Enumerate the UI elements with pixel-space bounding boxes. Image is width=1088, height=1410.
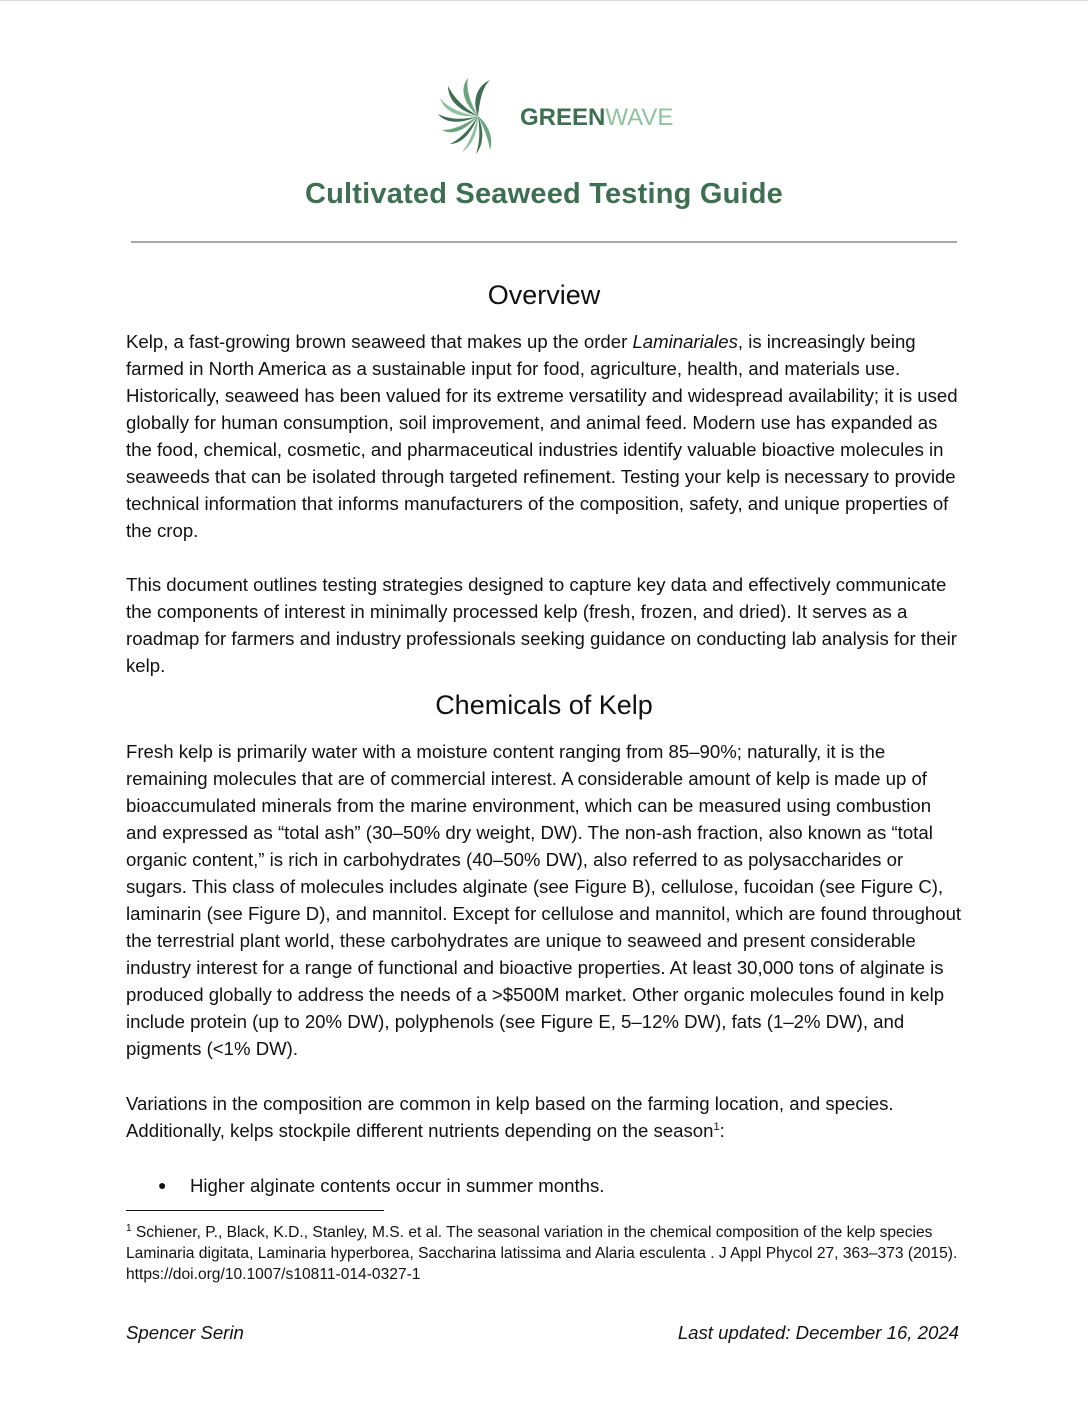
overview-paragraph-1 [126,328,966,544]
overview-p1-text-b: , is increasingly being farmed in North America as a sustainable input for food, agriculture, health, and materials use. Historically, seaweed has been valued for its extreme versatility and widespread availability; it is used globally for human consumption, soil improvement, and animal feed. Modern use has expanded as the food, chemical, cosmetic, and pharmaceutical industries identify valuable bioactive molecules in seaweeds that can be isolated through targeted refinement. Testing your kelp is necessary to provide technical information that informs manufacturers of the composition, safety, and unique properties of the crop. [126,331,958,541]
footnote-divider [126,1210,384,1211]
footnote-marker: 1 [126,1222,132,1234]
footer-last-updated: Last updated: December 16, 2024 [677,1322,959,1343]
footnote-text: Schiener, P., Black, K.D., Stanley, M.S. et al. The seasonal variation in the chemical composition of the kelp species Laminaria digitata, Laminaria hyperborea, Saccharina latissima and Alaria esculenta . J Appl Phycol 27, 363–373 (2015). https://doi.org/10.1007/s10811-014-0327-1 [126,1224,958,1283]
chemicals-p2-text: Variations in the composition are common in kelp based on the farming location, and species. Additionally, kelps stockpile different nutrients depending on the season [126,1093,894,1141]
footnote-reference[interactable]: 1 [713,1120,720,1133]
footnote [126,1222,966,1285]
title-divider [131,241,957,243]
chemicals-p2-end: : [719,1120,725,1141]
overview-p1-italic: Laminariales [632,331,738,352]
swirl-kelp-icon [438,78,491,154]
overview-p1-text-a: Kelp, a fast-growing brown seaweed that makes up the order [126,331,633,352]
logo-word-green: GREEN [520,104,606,131]
chemicals-paragraph-1: Fresh kelp is primarily water with a moisture content ranging from 85–90%; naturally, it is the remaining molecules that are of commercial interest. A considerable amount of kelp is made up of bioaccumulated minerals from the marine environment, which can be measured using combustion and expressed as “total ash” (30–50% dry weight, DW). The non-ash fraction, also known as “total organic content,” is rich in carbohydrates (40–50% DW), also referred to as polysaccharides or sugars. This class of molecules includes alginate (see Figure B), cellulose, fucoidan (see Figure C), laminarin (see Figure D), and mannitol. Except for cellulose and mannitol, which are found throughout the terrestrial plant world, these carbohydrates are unique to seaweed and present considerable industry interest for a range of functional and bioactive properties. At least 30,000 tons of alginate is produced globally to address the needs of a >$500M market. Other organic molecules found in kelp include protein (up to 20% DW), polyphenols (see Figure E, 5–12% DW), fats (1–2% DW), and pigments (<1% DW). [126,741,962,1059]
chemicals-paragraph-2 [126,1090,966,1144]
greenwave-logo [438,78,674,154]
chemicals-heading: Chemicals of Kelp [435,690,653,720]
seasonal-bullet-list [158,1172,604,1199]
list-item: ● Higher alginate contents occur in summer months. [158,1172,604,1199]
document-title: Cultivated Seaweed Testing Guide [304,178,784,210]
logo-word-wave: WAVE [605,104,674,131]
overview-heading: Overview [487,280,601,310]
overview-paragraph-2: This document outlines testing strategies designed to capture key data and effectively communicate the components of interest in minimally processed kelp (fresh, frozen, and dried). It serves as a roadmap for farmers and industry professionals seeking guidance on conducting lab analysis for their kelp. [126,574,957,676]
footer-author: Spencer Serin [126,1322,244,1343]
svg-text:GREENWAVE [520,104,673,131]
top-border [0,0,1088,1]
